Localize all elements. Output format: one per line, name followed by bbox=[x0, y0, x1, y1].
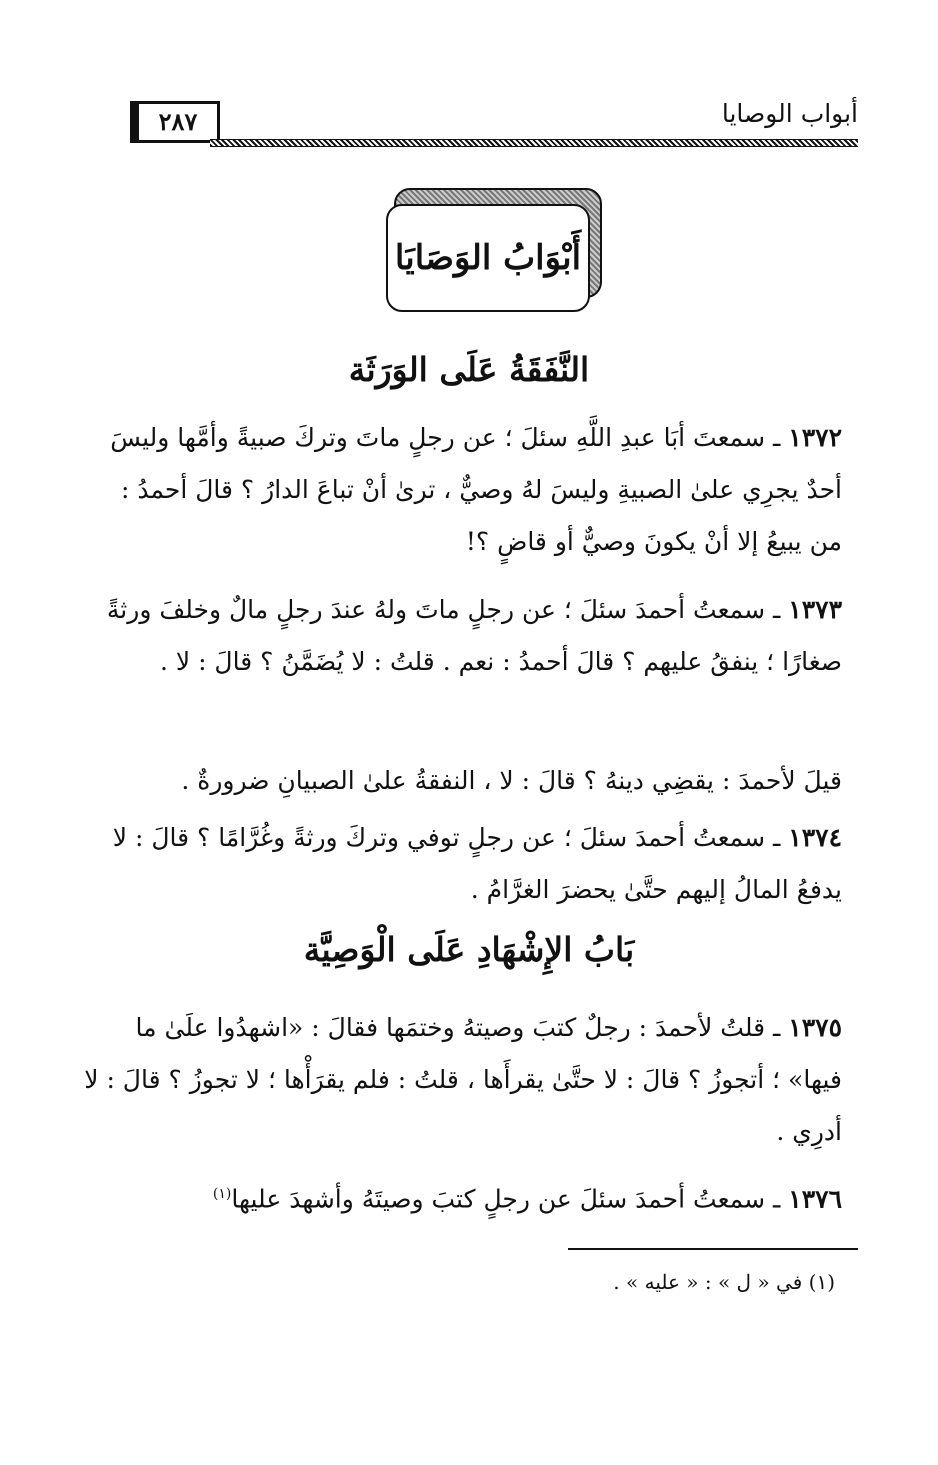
paragraph-number: ١٣٧٢ bbox=[788, 423, 842, 452]
footnote-rule bbox=[568, 1248, 858, 1250]
paragraph-continuation bbox=[82, 755, 842, 807]
paragraph-1372 bbox=[82, 412, 842, 568]
paragraph-text: ـ سمعتُ أحمدَ سئلَ ؛ عن رجلٍ ماتَ ولهُ عندَ رجلٍ مالٌ وخلفَ ورثةً صغارًا ؛ ينفقُ عليهم ؟ قالَ أحمدُ : نعم . قلتُ : لا يُضَمَّنُ ؟ قالَ : لا . bbox=[106, 595, 842, 676]
running-title: أبواب الوصايا bbox=[721, 99, 858, 128]
paragraph-text: ـ سمعتُ أحمدَ سئلَ عن رجلٍ كتبَ وصيتَهُ وأشهدَ عليها bbox=[231, 1184, 781, 1214]
paragraph-number: ١٣٧٦ bbox=[788, 1184, 842, 1214]
page-number: ٢٨٧ bbox=[130, 101, 220, 143]
paragraph-number: ١٣٧٥ bbox=[788, 1013, 842, 1042]
footnote-ref: (١) bbox=[212, 1186, 232, 1202]
paragraph-1373 bbox=[82, 584, 842, 688]
chapter-title-frame bbox=[386, 188, 602, 314]
paragraph-1374 bbox=[82, 812, 842, 916]
paragraph-1375 bbox=[82, 1002, 842, 1158]
page-header bbox=[120, 95, 858, 150]
paragraph-number: ١٣٧٣ bbox=[788, 595, 842, 624]
paragraph-1376 bbox=[82, 1168, 842, 1225]
chapter-title: أَبْوَابُ الوَصَايَا bbox=[386, 204, 590, 312]
section-title-testimony: بَابُ الإِشْهَادِ عَلَى الْوَصِيَّة bbox=[303, 930, 635, 969]
footnote: (١) في « ل » : « عليه » . bbox=[613, 1270, 835, 1294]
paragraph-number: ١٣٧٤ bbox=[788, 823, 842, 852]
header-rule bbox=[210, 139, 858, 147]
paragraph-text: قيلَ لأحمدَ : يقضِي دينهُ ؟ قالَ : لا ، النفقةُ علىٰ الصبيانِ ضرورةٌ . bbox=[181, 766, 842, 795]
paragraph-text: ـ قلتُ لأحمدَ : رجلٌ كتبَ وصيتهُ وختمَها فقالَ : «اشهدُوا علَىٰ ما فيها» ؛ أتجوزُ ؟ قالَ : لا حتَّىٰ يقرأَها ، قلتُ : فلم يقرَأْها ؛ لا تجوزُ ؟ قالَ : لا أدرِي . bbox=[84, 1013, 842, 1146]
paragraph-text: ـ سمعتُ أحمدَ سئلَ ؛ عن رجلٍ توفي وتركَ ورثةً وغُرَّامًا ؟ قالَ : لا يدفعُ المالُ إليهم حتَّىٰ يحضرَ الغرَّامُ . bbox=[112, 823, 842, 904]
section-title-inheritors: النَّفَقَةُ عَلَى الوَرَثَة bbox=[348, 350, 590, 389]
paragraph-text: ـ سمعتَ أبَا عبدِ اللَّهِ سئلَ ؛ عن رجلٍ ماتَ وتركَ صبيةً وأمَّها وليسَ أحدٌ يجرِي علىٰ الصبيةِ وليسَ لهُ وصيٌّ ، ترىٰ أنْ تباعَ الدارُ ؟ قالَ أحمدُ : من يبيعُ إلا أنْ يكونَ وصيٌّ أو قاضٍ ؟! bbox=[110, 423, 842, 556]
